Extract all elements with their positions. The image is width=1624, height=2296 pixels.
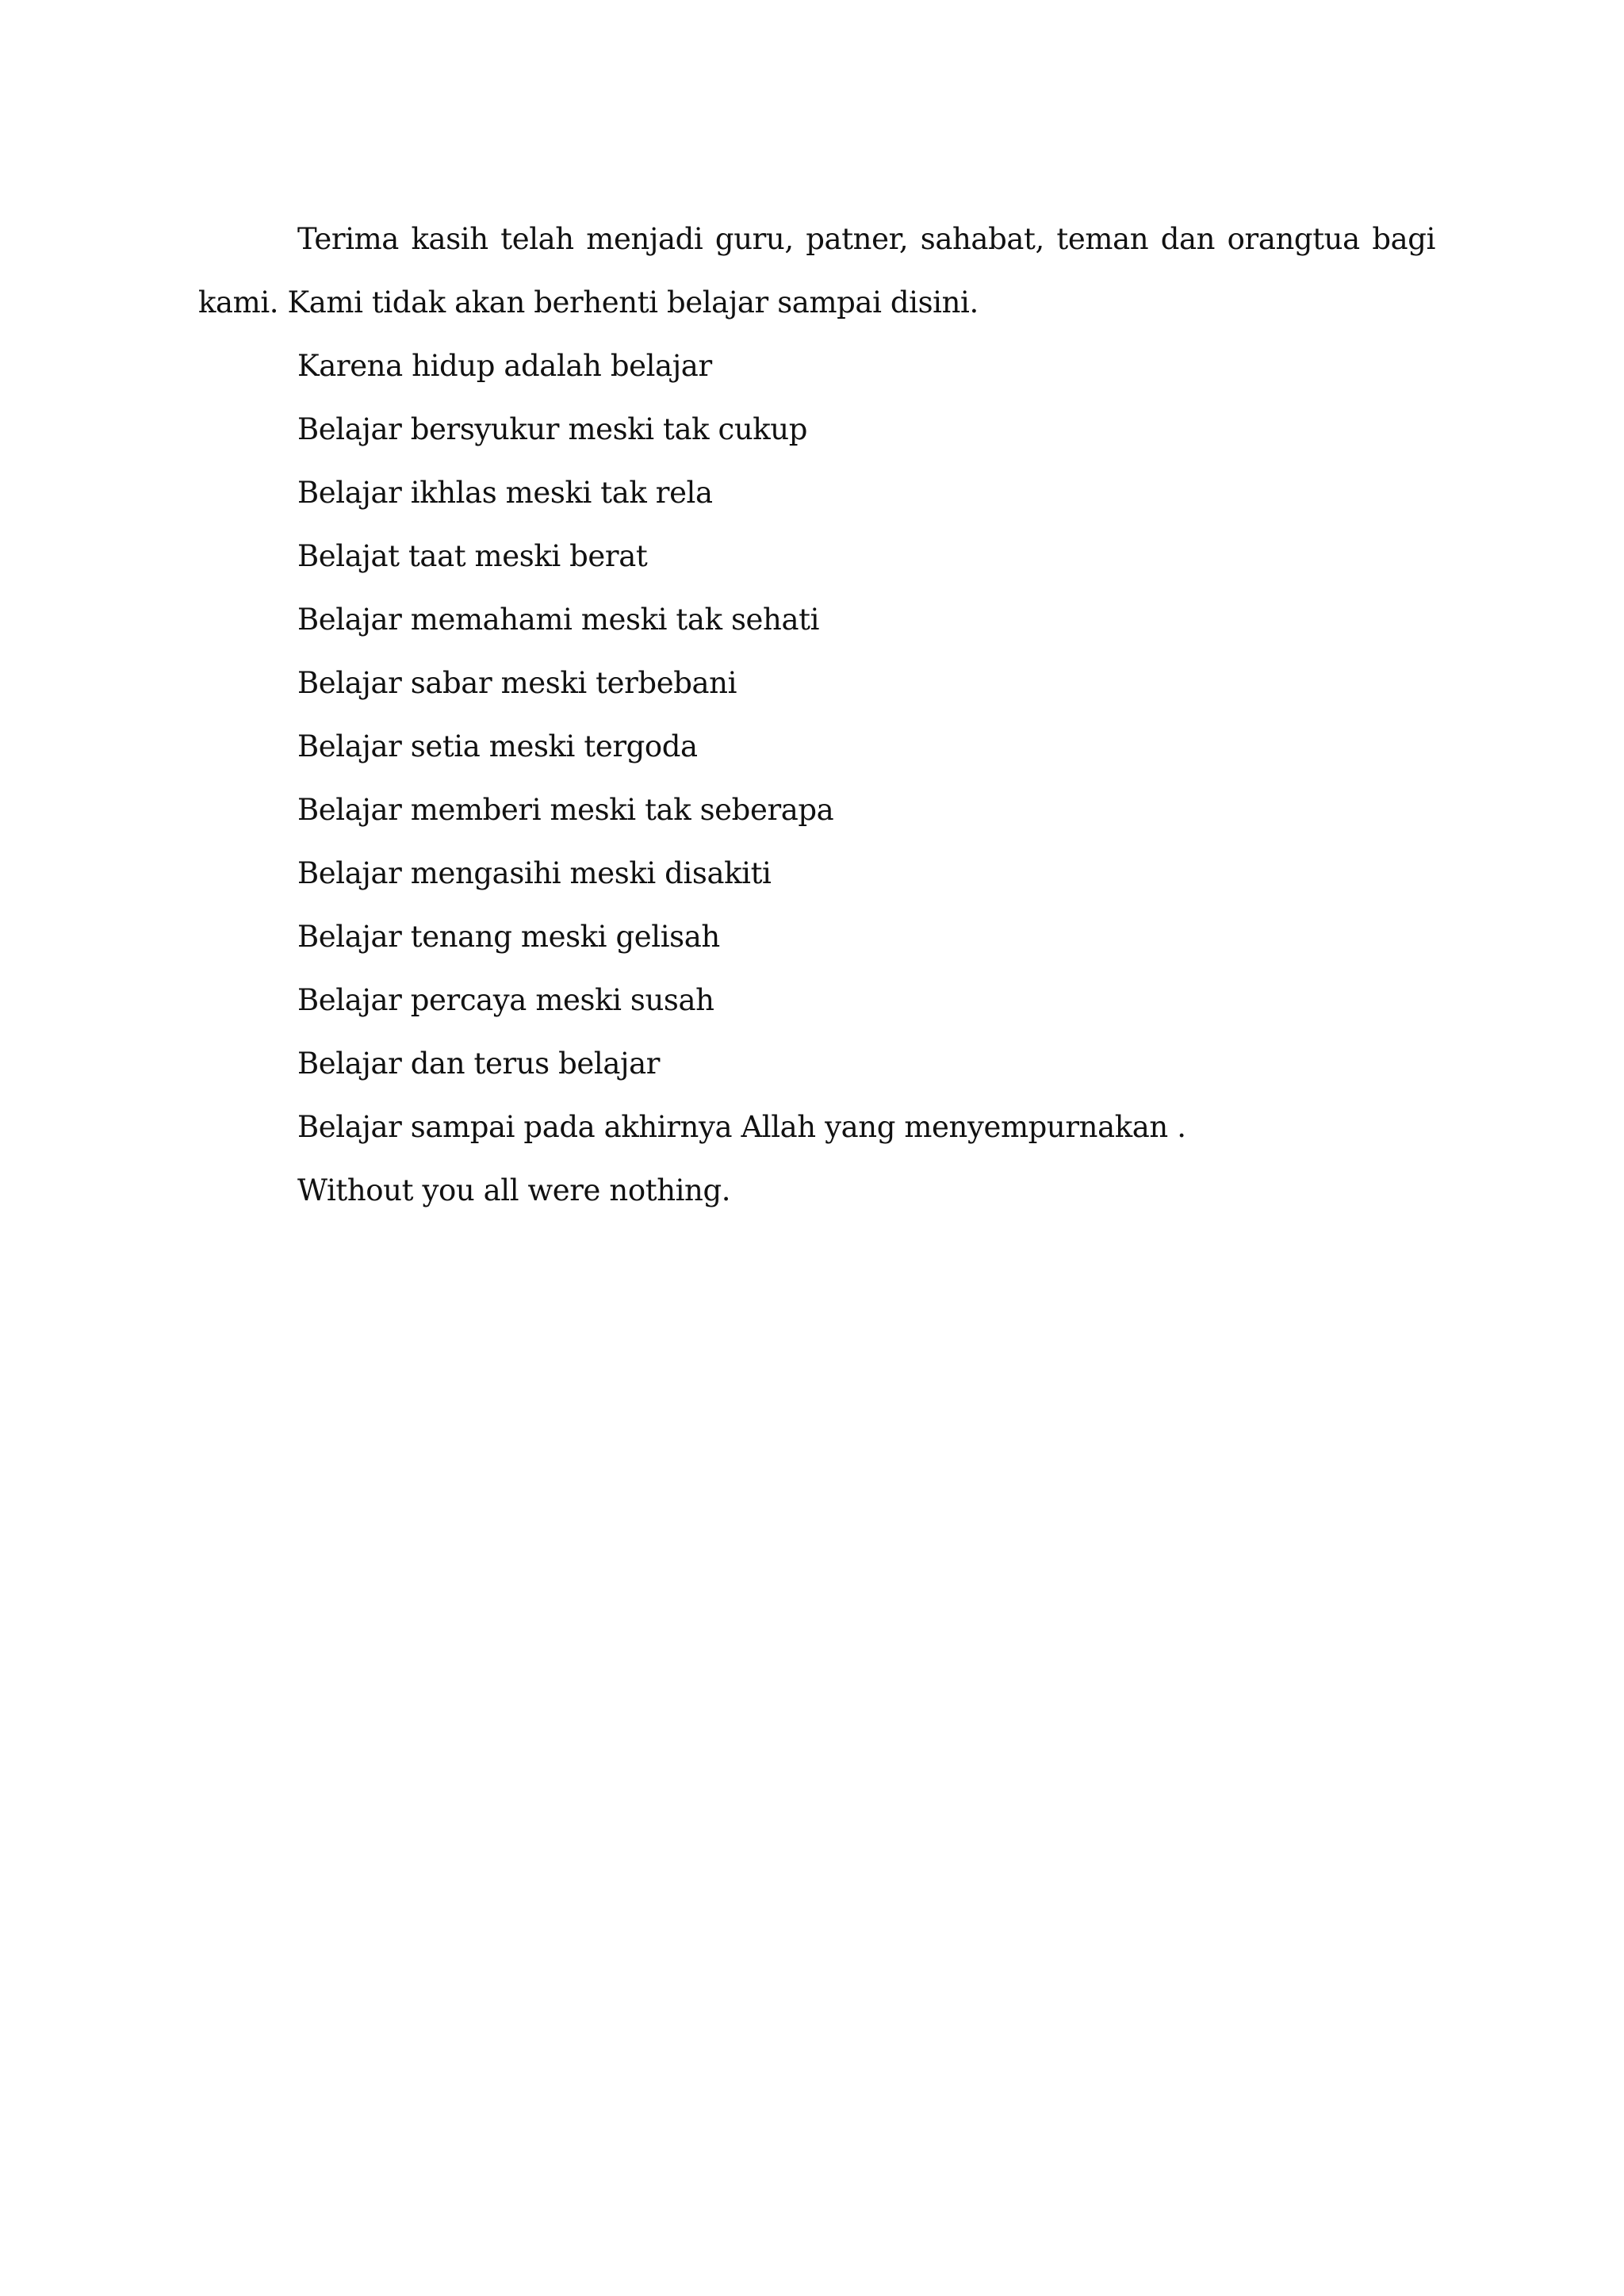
verse-line-10: Belajar tenang meski gelisah: [297, 920, 720, 954]
verse-line-3: Belajar ikhlas meski tak rela: [297, 476, 713, 510]
intro-paragraph: Terima kasih telah menjadi guru, patner, sahabat, teman dan orangtua bagi kami. Kami tidak akan berhenti belajar sampai disini.: [198, 222, 1435, 320]
verse-line-9: Belajar mengasihi meski disakiti: [297, 856, 772, 890]
verse-line-2: Belajar bersyukur meski tak cukup: [297, 412, 808, 446]
verse-line-5: Belajar memahami meski tak sehati: [297, 603, 820, 637]
verse-line-11: Belajar percaya meski susah: [297, 983, 714, 1017]
verse-line-6: Belajar sabar meski terbebani: [297, 666, 737, 700]
verse-line-1: Karena hidup adalah belajar: [297, 349, 712, 383]
verse-line-13: Belajar sampai pada akhirnya Allah yang menyempurnakan .: [297, 1110, 1186, 1144]
document-body: [198, 208, 1435, 1223]
verse-line-7: Belajar setia meski tergoda: [297, 729, 698, 763]
verse-line-14: Without you all were nothing.: [297, 1173, 731, 1207]
verse-line-4: Belajat taat meski berat: [297, 539, 648, 573]
verse-line-8: Belajar memberi meski tak seberapa: [297, 793, 834, 827]
verse-line-12: Belajar dan terus belajar: [297, 1047, 661, 1081]
